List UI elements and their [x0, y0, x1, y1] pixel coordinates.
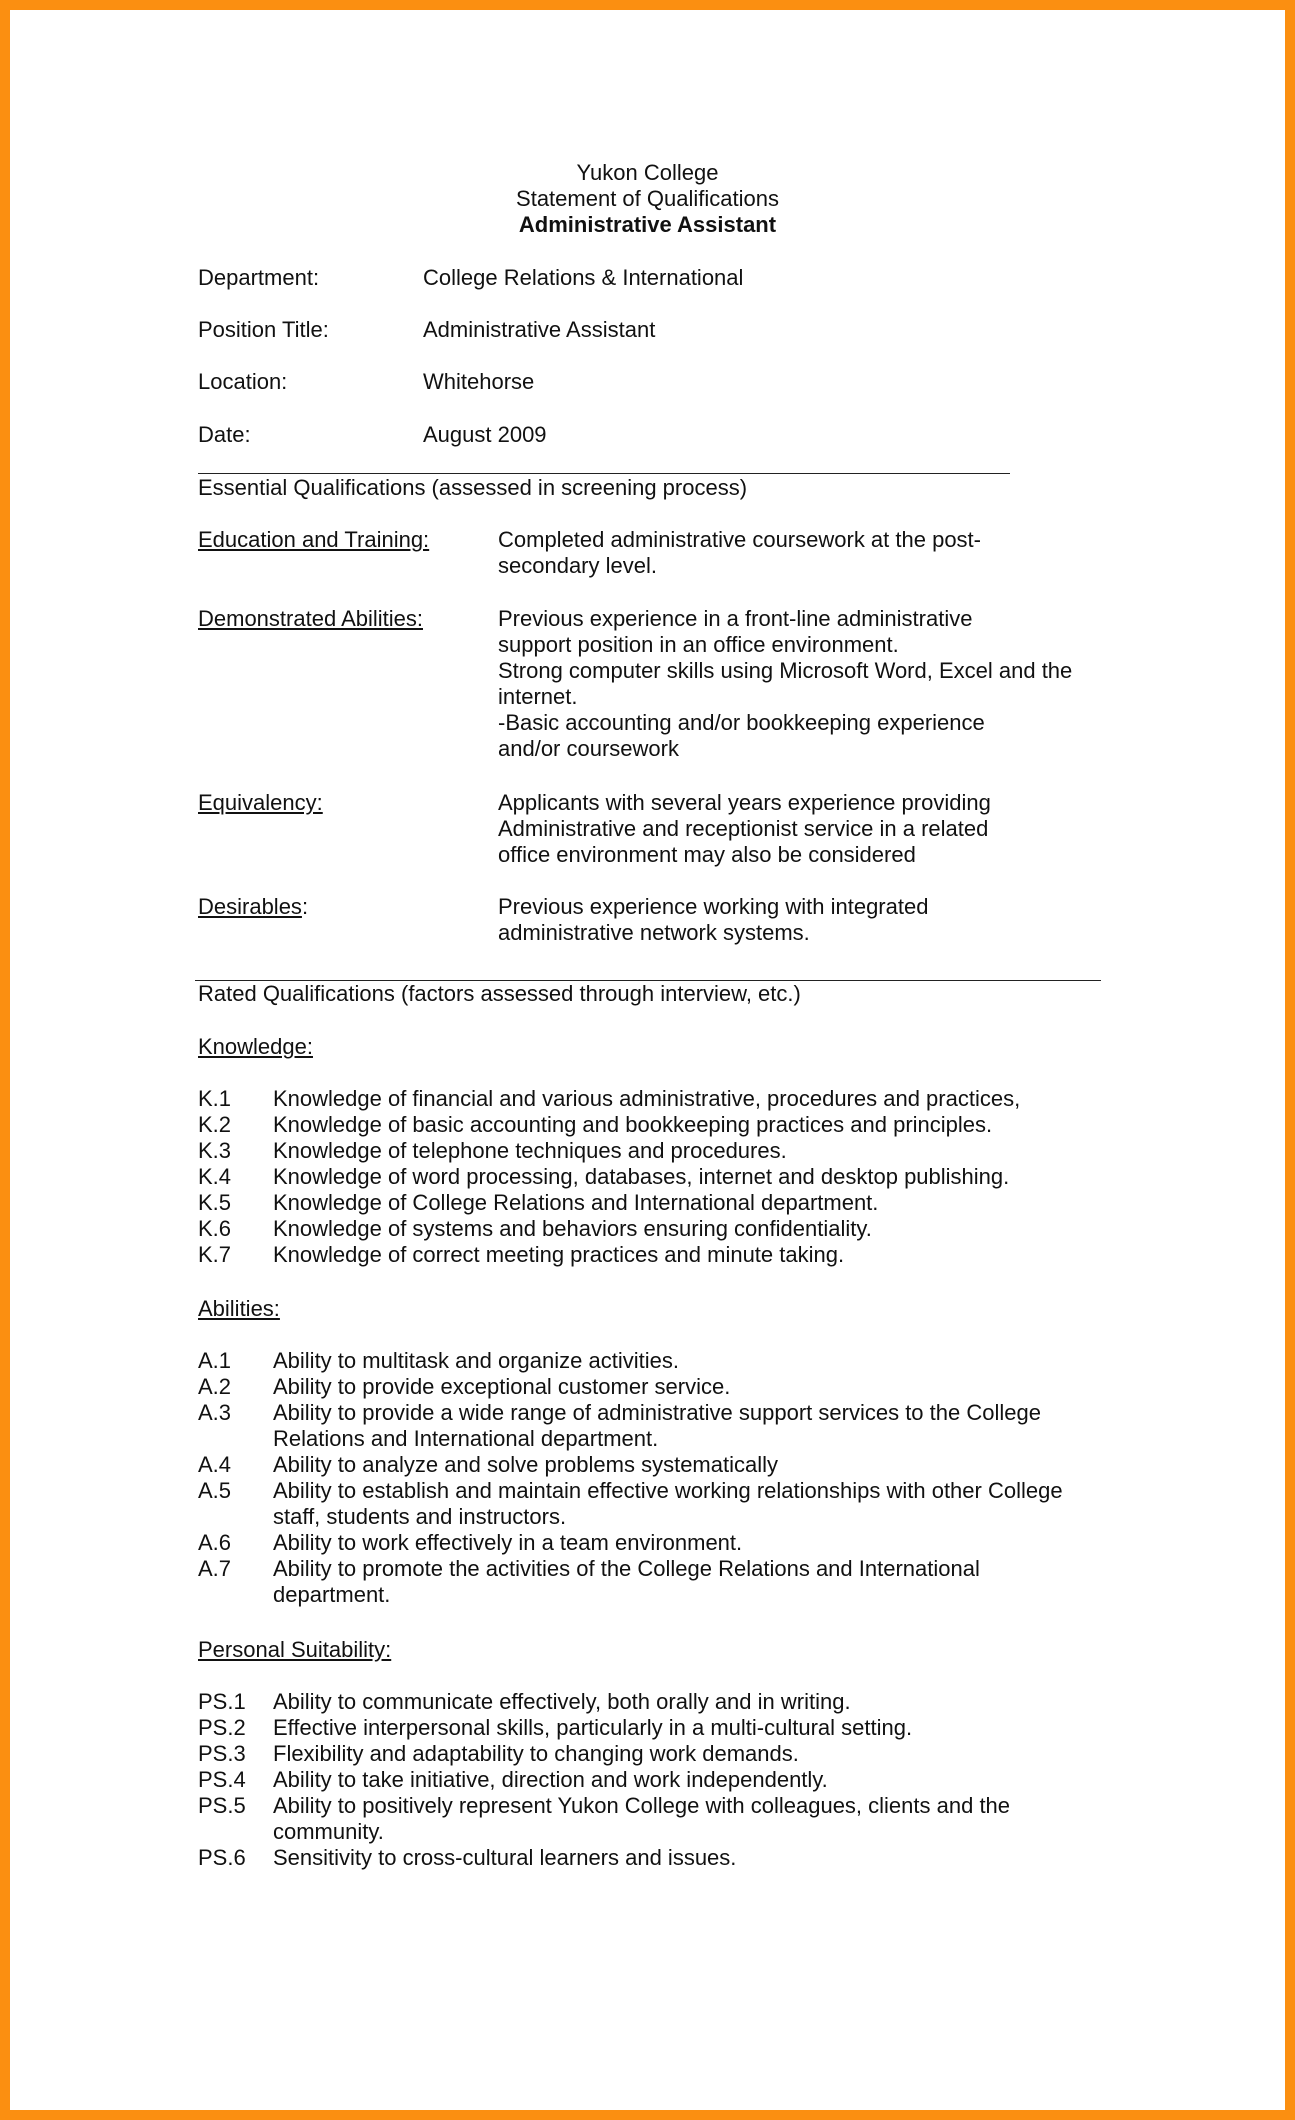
divider-rule: [198, 473, 1010, 474]
item-code: PS.3: [198, 1741, 246, 1766]
item-text-line: Ability to positively represent Yukon College with colleagues, clients and the: [273, 1793, 1011, 1818]
qualification-label: [198, 527, 429, 553]
qualification-label: [198, 606, 423, 632]
qualification-text-line: and/or coursework: [498, 736, 679, 761]
institution-name: Yukon College: [576, 160, 719, 185]
item-text-line: Knowledge of financial and various administrative, procedures and practices,: [273, 1086, 1021, 1111]
item-code: PS.4: [198, 1767, 246, 1792]
item-code: K.7: [198, 1242, 232, 1267]
qualification-text-line: Previous experience working with integrated: [498, 894, 929, 919]
item-code: A.1: [198, 1348, 232, 1373]
qualification-label-text: Desirables: [198, 894, 302, 919]
qualification-text-line: secondary level.: [498, 553, 657, 578]
item-code: K.1: [198, 1086, 232, 1111]
item-text-line: Relations and International department.: [273, 1426, 659, 1451]
item-text-line: Flexibility and adaptability to changing work demands.: [273, 1741, 799, 1766]
item-text-line: Ability to promote the activities of the College Relations and International: [273, 1556, 980, 1581]
item-text-line: Sensitivity to cross-cultural learners and issues.: [273, 1845, 737, 1870]
qualification-label-suffix: :: [301, 894, 309, 919]
item-text-line: Knowledge of College Relations and International department.: [273, 1190, 879, 1215]
item-text-line: staff, students and instructors.: [273, 1504, 567, 1529]
qualification-text-line: Applicants with several years experience providing: [498, 790, 991, 815]
item-text-line: Ability to provide exceptional customer service.: [273, 1374, 731, 1399]
qualification-label-text: Equivalency:: [198, 790, 323, 815]
qualification-text-line: office environment may also be considered: [498, 842, 916, 867]
item-code: PS.6: [198, 1845, 246, 1870]
item-code: A.2: [198, 1374, 232, 1399]
item-text-line: Knowledge of systems and behaviors ensuring confidentiality.: [273, 1216, 872, 1241]
qualification-label-text: Education and Training:: [198, 527, 430, 552]
item-text-line: Ability to communicate effectively, both orally and in writing.: [273, 1689, 851, 1714]
qualification-text-line: -Basic accounting and/or bookkeeping experience: [498, 710, 985, 735]
item-text-line: Knowledge of word processing, databases, internet and desktop publishing.: [273, 1164, 1010, 1189]
field-value: Whitehorse: [423, 369, 535, 394]
qualification-text-line: support position in an office environment.: [498, 632, 899, 657]
field-value: Administrative Assistant: [423, 317, 656, 342]
document-type: Statement of Qualifications: [516, 186, 779, 211]
item-text-line: Knowledge of telephone techniques and procedures.: [273, 1138, 787, 1163]
item-code: A.4: [198, 1452, 232, 1477]
field-value: August 2009: [423, 422, 547, 447]
item-code: K.5: [198, 1190, 232, 1215]
item-code: A.7: [198, 1556, 232, 1581]
item-code: K.3: [198, 1138, 232, 1163]
essential-heading: Essential Qualifications (assessed in screening process): [198, 475, 748, 500]
item-code: K.2: [198, 1112, 232, 1137]
field-label: Department:: [198, 265, 320, 290]
item-text-line: Ability to provide a wide range of administrative support services to the College: [273, 1400, 1041, 1425]
item-code: A.3: [198, 1400, 232, 1425]
qualification-text-line: Administrative and receptionist service in a related: [498, 816, 989, 841]
qualification-text-line: administrative network systems.: [498, 920, 810, 945]
item-code: PS.5: [198, 1793, 246, 1818]
item-code: K.6: [198, 1216, 232, 1241]
item-text-line: department.: [273, 1582, 391, 1607]
section-title: Knowledge:: [198, 1034, 313, 1059]
item-code: PS.1: [198, 1689, 246, 1714]
item-text-line: Knowledge of correct meeting practices and minute taking.: [273, 1242, 845, 1267]
rated-heading: Rated Qualifications (factors assessed through interview, etc.): [198, 981, 801, 1006]
item-text-line: Ability to multitask and organize activities.: [273, 1348, 679, 1373]
section-title: Personal Suitability:: [198, 1637, 392, 1662]
item-code: K.4: [198, 1164, 232, 1189]
item-text-line: Effective interpersonal skills, particularly in a multi-cultural setting.: [273, 1715, 913, 1740]
qualification-text-line: Completed administrative coursework at the post-: [498, 527, 981, 552]
item-text-line: Ability to establish and maintain effective working relationships with other College: [273, 1478, 1063, 1503]
qualification-label-text: Demonstrated Abilities:: [198, 606, 423, 631]
qualification-text-line: internet.: [498, 684, 578, 709]
item-text-line: Knowledge of basic accounting and bookkeeping practices and principles.: [273, 1112, 993, 1137]
section-title: Abilities:: [198, 1296, 280, 1321]
field-label: Date:: [198, 422, 251, 447]
item-code: A.5: [198, 1478, 232, 1503]
item-text-line: community.: [273, 1819, 384, 1844]
item-text-line: Ability to work effectively in a team environment.: [273, 1530, 743, 1555]
qualification-text-line: Strong computer skills using Microsoft Word, Excel and the: [498, 658, 1073, 683]
qualification-label: [198, 894, 308, 920]
field-label: Position Title:: [198, 317, 329, 342]
item-code: A.6: [198, 1530, 232, 1555]
item-code: PS.2: [198, 1715, 246, 1740]
field-value: College Relations & International: [423, 265, 744, 290]
qualification-text-line: Previous experience in a front-line administrative: [498, 606, 973, 631]
item-text-line: Ability to take initiative, direction and work independently.: [273, 1767, 828, 1792]
qualification-label: [198, 790, 323, 816]
field-label: Location:: [198, 369, 288, 394]
item-text-line: Ability to analyze and solve problems systematically: [273, 1452, 779, 1477]
document-title: Administrative Assistant: [518, 212, 777, 237]
